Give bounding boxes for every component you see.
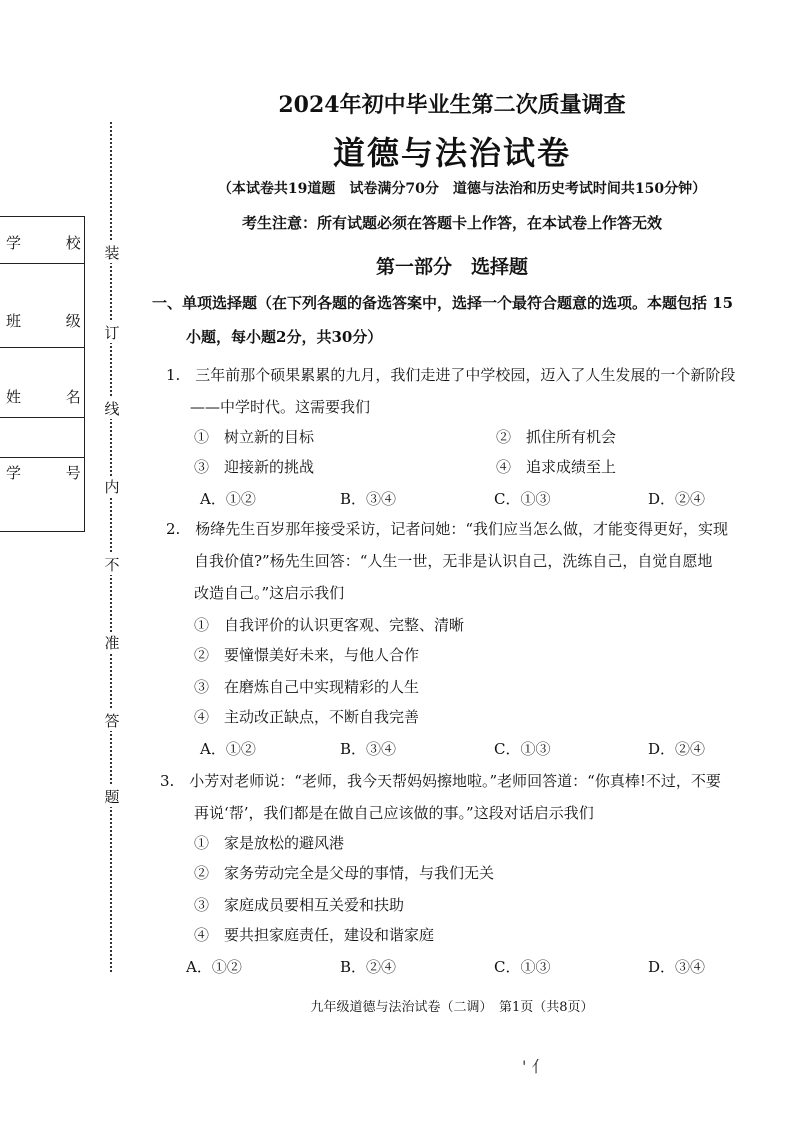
statement: ② 要憧憬美好未来，与他人合作	[194, 646, 420, 664]
binding-char: 装	[104, 244, 120, 262]
choice-b: B．②④	[340, 958, 397, 976]
choice-a: A．①②	[200, 490, 256, 508]
choice-a: A．①②	[186, 958, 242, 976]
name-label: 姓 名	[6, 388, 101, 406]
question-stem: 1. 三年前那个硕果累累的九月，我们走进了中学校园，迈入了人生发展的一个新阶段	[166, 366, 736, 384]
statement: ④ 要共担家庭责任，建设和谐家庭	[194, 926, 435, 944]
statement: ④ 主动改正缺点，不断自我完善	[194, 708, 420, 726]
binding-char: 线	[104, 400, 120, 418]
statement: ③ 在磨炼自己中实现精彩的人生	[194, 678, 420, 696]
question-stem: 改造自己。”这启示我们	[194, 584, 345, 602]
page-footer: 九年级道德与法治试卷（二调） 第1页（共8页）	[310, 1000, 594, 1015]
binding-char: 答	[104, 712, 120, 730]
binding-char: 内	[104, 478, 120, 496]
choice-d: D．③④	[648, 958, 706, 976]
exam-title: 2024年初中毕业生第二次质量调查	[278, 92, 626, 118]
statement: ① 自我评价的认识更客观、完整、清晰	[194, 616, 465, 634]
table-divider	[0, 347, 84, 348]
question-stem: 自我价值?”杨先生回答：“人生一世，无非是认识自己，洗练自己，自觉自愿地	[194, 552, 713, 570]
instruction-line: 一、单项选择题（在下列各题的备选答案中，选择一个最符合题意的选项。本题包括 15	[152, 294, 734, 312]
part-title: 第一部分 选择题	[375, 256, 528, 278]
subject-title: 道德与法治试卷	[332, 134, 571, 172]
exam-subtitle: （本试卷共19道题 试卷满分70分 道德与法治和历史考试时间共150分钟）	[217, 181, 707, 197]
statement: ① 树立新的目标	[194, 428, 315, 446]
class-label: 班 级	[6, 312, 101, 330]
school-label: 学 校	[6, 234, 101, 252]
stray-mark: ' 亻	[522, 1057, 548, 1076]
binding-char: 订	[104, 324, 120, 342]
choice-b: B．③④	[340, 490, 397, 508]
statement: ③ 迎接新的挑战	[194, 458, 315, 476]
table-divider	[0, 457, 84, 458]
choice-b: B．③④	[340, 740, 397, 758]
choice-d: D．②④	[648, 490, 706, 508]
table-divider	[0, 417, 84, 418]
statement: ③ 家庭成员要相互关爱和扶助	[194, 896, 405, 914]
question-stem: 再说‘帮’，我们都是在做自己应该做的事。”这段对话启示我们	[194, 804, 594, 822]
question-stem: 2. 杨绛先生百岁那年接受采访，记者问她：“我们应当怎么做，才能变得更好，实现	[166, 520, 728, 538]
question-stem: 3. 小芳对老师说：“老师，我今天帮妈妈擦地啦。”老师回答道：“你真棒!不过，不要	[160, 772, 721, 790]
binding-char: 准	[104, 634, 120, 652]
statement: ① 家是放松的避风港	[194, 834, 345, 852]
choice-a: A．①②	[200, 740, 256, 758]
question-stem: ——中学时代。这需要我们	[190, 398, 371, 416]
binding-char: 不	[104, 556, 120, 574]
statement: ② 家务劳动完全是父母的事情，与我们无关	[194, 864, 495, 882]
instruction-line: 小题，每小题2分，共30分）	[186, 328, 383, 346]
statement: ④ 追求成绩至上	[496, 458, 617, 476]
statement: ② 抓住所有机会	[496, 428, 617, 446]
binding-char: 题	[104, 788, 120, 806]
student-id-label: 学 号	[6, 464, 101, 482]
exam-notice: 考生注意：所有试题必须在答题卡上作答，在本试卷上作答无效	[241, 214, 662, 232]
choice-c: C．①③	[494, 740, 551, 758]
choice-d: D．②④	[648, 740, 706, 758]
choice-c: C．①③	[494, 958, 551, 976]
choice-c: C．①③	[494, 490, 551, 508]
